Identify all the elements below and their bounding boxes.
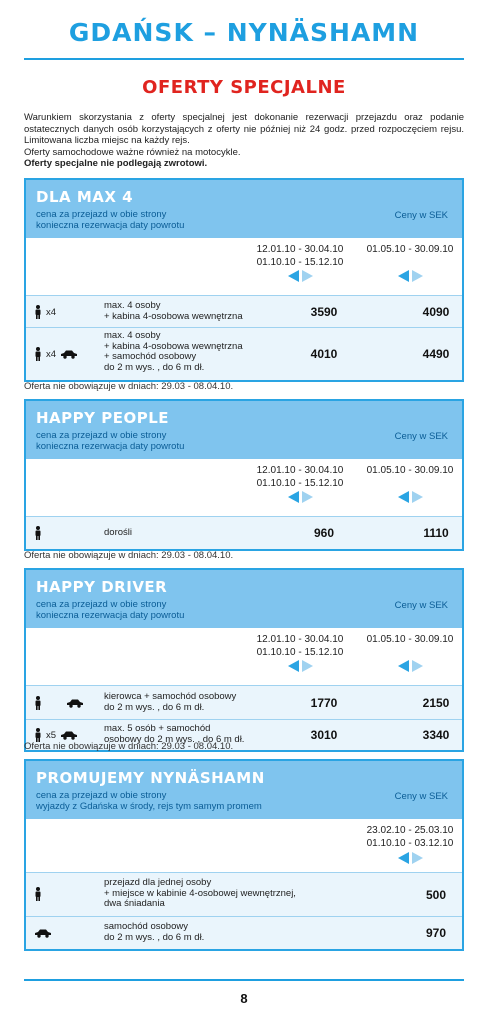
arrow-left-icon: [288, 660, 299, 672]
date-range: 01.05.10 - 30.09.10: [366, 465, 454, 476]
arrow-right-icon: [412, 852, 423, 864]
price-row: [26, 873, 462, 917]
offer-header: [26, 570, 462, 628]
intro-terms: Warunkiem skorzystania z oferty specjalnej jest dokonanie rezerwacji przejazdu oraz podanie ostatecznych danych osób korzystających z oferty nie później niż 24 godz. przed rozpoczęciem rejsu. Limitowana liczba miejsc na każdy rejs.: [24, 112, 464, 146]
date-range: 12.01.10 - 30.04.10: [256, 465, 344, 476]
row-description: samochód osobowy do 2 m wys. , do 6 m dł.: [104, 921, 205, 943]
bottom-rule: [24, 979, 464, 981]
row-description: max. 5 osób + samochód osobowy do 2 m wys. , do 6 m dł.: [104, 723, 245, 745]
offer-title: PROMUJEMY NYNÄSHAMN: [36, 769, 265, 787]
offer-subtitle: [36, 430, 452, 452]
offer-promujemy-nynashamn: [24, 759, 464, 951]
date-range: 01.10.10 - 15.12.10: [256, 647, 344, 658]
price-season-2: 2150: [422, 696, 450, 710]
date-range: 12.01.10 - 30.04.10: [256, 244, 344, 255]
price-season-1: 3590: [310, 305, 338, 319]
offer-subtitle-line: konieczna rezerwacja daty powrotu: [36, 610, 185, 621]
row-description: przejazd dla jednej osoby + miejsce w kabinie 4-osobowej wewnętrznej, dwa śniadania: [104, 877, 296, 909]
price-season-2: 970: [425, 926, 447, 940]
person-count: x4: [46, 348, 57, 360]
page-number: 8: [240, 991, 248, 1006]
currency-label: Ceny w SEK: [394, 791, 448, 802]
row-icons: [34, 696, 84, 710]
intro-text: [24, 112, 464, 170]
row-description: max. 4 osoby + kabina 4-osobowa wewnętrzna + samochód osobowy do 2 m wys. , do 6 m dł.: [104, 330, 243, 373]
arrow-right-icon: [302, 660, 313, 672]
date-range: 01.10.10 - 15.12.10: [256, 257, 344, 268]
arrow-right-icon: [302, 491, 313, 503]
offer-dla-max-4: [24, 178, 464, 382]
currency-label: Ceny w SEK: [394, 210, 448, 221]
arrow-left-icon: [288, 491, 299, 503]
car-icon: [34, 928, 52, 938]
row-icons: [34, 526, 42, 540]
date-header: [26, 459, 462, 517]
person-icon: [34, 526, 42, 540]
row-icons: [34, 728, 78, 742]
row-description: dorośli: [104, 527, 132, 538]
offer-header: [26, 401, 462, 459]
season-arrows: [288, 491, 316, 503]
intro-nonrefundable: Oferty specjalne nie podlegają zwrotowi.: [24, 158, 208, 169]
date-range: 01.05.10 - 30.09.10: [366, 244, 454, 255]
price-season-2: 1110: [423, 526, 449, 540]
arrow-left-icon: [398, 852, 409, 864]
person-icon: [34, 696, 42, 710]
offer-subtitle-line: cena za przejazd w obie strony: [36, 430, 167, 441]
car-icon: [66, 698, 84, 708]
date-column-1: [248, 243, 352, 269]
offer-subtitle: [36, 209, 452, 231]
person-count: x4: [46, 306, 57, 318]
offer-happy-driver: [24, 568, 464, 752]
date-column-2: [358, 243, 462, 256]
price-season-2: 4090: [422, 305, 450, 319]
person-icon: [34, 728, 42, 742]
title-rule: [24, 58, 464, 60]
date-header: [26, 628, 462, 686]
offer-subtitle-line: cena za przejazd w obie strony: [36, 599, 167, 610]
price-season-1: 3010: [310, 728, 338, 742]
person-icon: [34, 887, 42, 901]
season-arrows: [398, 270, 426, 282]
row-icons: [34, 926, 52, 940]
row-description: max. 4 osoby + kabina 4-osobowa wewnętrzna: [104, 300, 243, 322]
price-row: [26, 296, 462, 328]
arrow-left-icon: [398, 270, 409, 282]
offer-note: Oferta nie obowiązuje w dniach: 29.03 - 08.04.10.: [24, 381, 234, 392]
arrow-left-icon: [398, 660, 409, 672]
season-arrows: [398, 852, 426, 864]
arrow-right-icon: [412, 491, 423, 503]
date-column-2: [358, 464, 462, 477]
price-row: [26, 686, 462, 720]
date-column-2: [358, 633, 462, 646]
season-arrows: [398, 491, 426, 503]
offer-title: HAPPY DRIVER: [36, 578, 168, 596]
date-range: 01.10.10 - 03.12.10: [366, 838, 454, 849]
car-icon: [60, 349, 78, 359]
arrow-right-icon: [412, 270, 423, 282]
car-icon: [60, 730, 78, 740]
person-icon: [34, 347, 42, 361]
offer-subtitle-line: konieczna rezerwacja daty powrotu: [36, 220, 185, 231]
arrow-left-icon: [398, 491, 409, 503]
date-range: 01.05.10 - 30.09.10: [366, 634, 454, 645]
price-row: [26, 328, 462, 380]
offer-header: [26, 180, 462, 238]
price-season-2: 3340: [422, 728, 450, 742]
currency-label: Ceny w SEK: [394, 431, 448, 442]
section-title: OFERTY SPECJALNE: [142, 77, 346, 98]
season-arrows: [288, 270, 316, 282]
season-arrows: [288, 660, 316, 672]
offer-title: HAPPY PEOPLE: [36, 409, 170, 427]
offer-header: [26, 761, 462, 819]
intro-motorcycles: Oferty samochodowe ważne również na motocykle.: [24, 146, 241, 158]
price-season-2: 4490: [422, 347, 450, 361]
date-range: 12.01.10 - 30.04.10: [256, 634, 344, 645]
arrow-right-icon: [302, 270, 313, 282]
route-title: GDAŃSK – NYNÄSHAMN: [68, 18, 420, 47]
offer-note: Oferta nie obowiązuje w dniach: 29.03 - 08.04.10.: [24, 741, 234, 752]
offer-note: Oferta nie obowiązuje w dniach: 29.03 - 08.04.10.: [24, 550, 234, 561]
price-season-1: 1770: [310, 696, 338, 710]
price-row: [26, 517, 462, 549]
date-column-1: [248, 464, 352, 490]
arrow-left-icon: [288, 270, 299, 282]
offer-subtitle-line: cena za przejazd w obie strony: [36, 209, 167, 220]
price-row: [26, 917, 462, 949]
offer-subtitle-line: konieczna rezerwacja daty powrotu: [36, 441, 185, 452]
date-header: [26, 238, 462, 296]
date-range: 01.10.10 - 15.12.10: [256, 478, 344, 489]
offer-subtitle: [36, 790, 452, 812]
price-season-2: 500: [425, 888, 447, 902]
date-column-2: [358, 824, 462, 850]
date-column-1: [248, 633, 352, 659]
price-season-1: 960: [313, 526, 335, 540]
offer-happy-people: [24, 399, 464, 551]
currency-label: Ceny w SEK: [394, 600, 448, 611]
offer-subtitle-line: cena za przejazd w obie strony: [36, 790, 167, 801]
row-icons: [34, 887, 42, 901]
person-icon: [34, 305, 42, 319]
offer-subtitle-line: wyjazdy z Gdańska w środy, rejs tym samym promem: [36, 801, 262, 812]
offer-subtitle: [36, 599, 452, 621]
arrow-right-icon: [412, 660, 423, 672]
date-range: 23.02.10 - 25.03.10: [366, 825, 454, 836]
row-description: kierowca + samochód osobowy do 2 m wys. , do 6 m dł.: [104, 691, 237, 713]
price-season-1: 4010: [310, 347, 338, 361]
offer-title: DLA MAX 4: [36, 188, 134, 206]
row-icons: [34, 347, 78, 361]
person-count: x5: [46, 729, 57, 741]
row-icons: [34, 305, 56, 319]
date-header: [26, 819, 462, 873]
season-arrows: [398, 660, 426, 672]
